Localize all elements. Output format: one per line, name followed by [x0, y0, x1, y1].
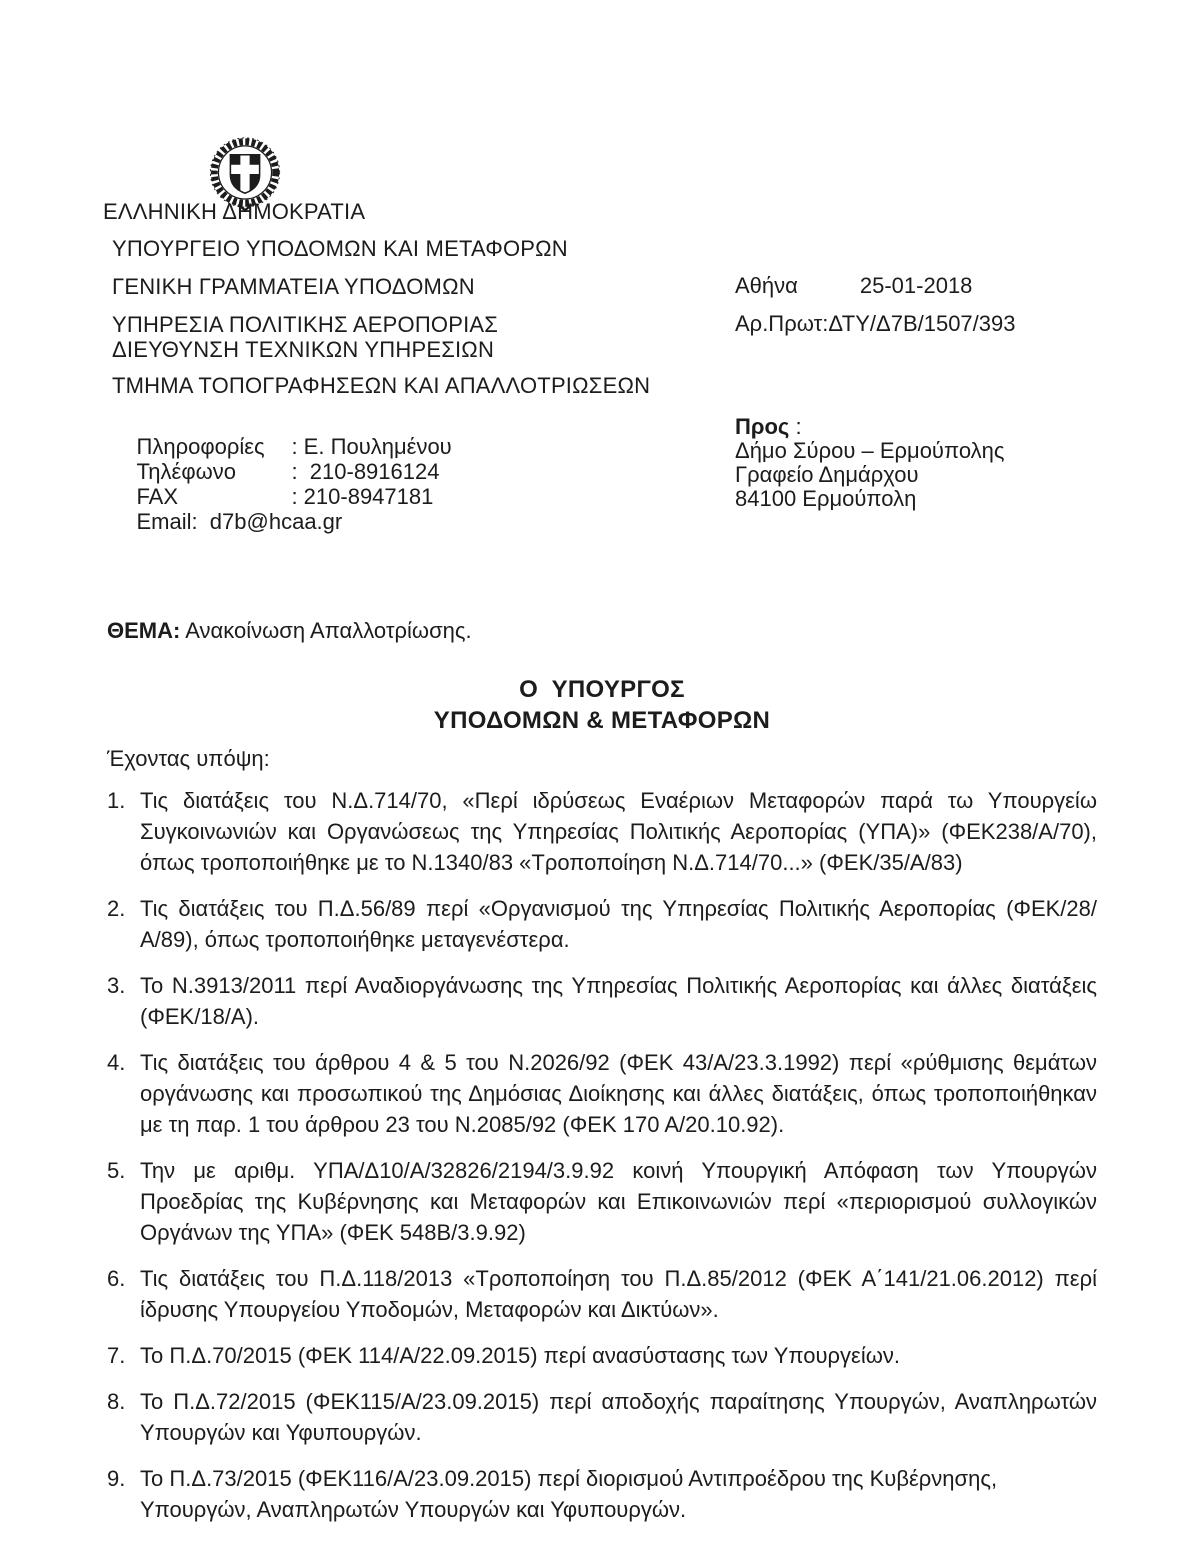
recipient-to-colon: :: [789, 414, 802, 439]
hellenic-republic-line: ΕΛΛΗΝΙΚΗ ΔΗΜΟΚΡΑΤΙΑ: [103, 199, 366, 224]
date-row: [735, 273, 972, 299]
recipient-line-2: Γραφείο Δημάρχου: [735, 462, 919, 487]
list-item-number: 7.: [107, 1343, 126, 1368]
list-item-text: Τις διατάξεις του Π.Δ.56/89 περί «Οργανισμού της Υπηρεσίας Πολιτικής Αεροπορίας (ΦΕΚ/28/Α/89), όπως τροποποιήθηκε μεταγενέστερα.: [140, 896, 1097, 952]
list-item-text: Το Π.Δ.70/2015 (ΦΕΚ 114/Α/22.09.2015) περί ανασύστασης των Υπουργείων.: [140, 1343, 900, 1368]
list-item-text: Τις διατάξεις του άρθρου 4 & 5 του Ν.2026/92 (ΦΕΚ 43/Α/23.3.1992) περί «ρύθμισης θεμάτων οργάνωσης και προσωπικού της Δημόσιας Διοίκησης και άλλες διατάξεις, όπως τροποποιήθηκαν με τη παρ. 1 του άρθρου 23 του Ν.2085/92 (ΦΕΚ 170 Α/20.10.92).: [140, 1050, 1097, 1137]
list-item-number: 1.: [107, 788, 126, 813]
contact-fax-label: FAX: [136, 484, 179, 509]
document-title: [107, 674, 1097, 736]
list-item-text: Το Π.Δ.72/2015 (ΦΕΚ115/Α/23.09.2015) περί αποδοχής παραίτησης Υπουργών, Αναπληρωτών Υπουργών και Υφυπουργών.: [140, 1389, 1097, 1445]
list-item-number: 9.: [107, 1466, 126, 1491]
contact-phone-value: : 210-8916124: [291, 459, 440, 484]
list-item-number: 5.: [107, 1158, 126, 1183]
list-item-number: 4.: [107, 1050, 126, 1075]
list-item-text: Το Π.Δ.73/2015 (ΦΕΚ116/Α/23.09.2015) περί διορισμού Αντιπροέδρου της Κυβέρνησης, Υπουργών, Αναπληρωτών Υπουργών και Υφυπουργών.: [140, 1466, 998, 1522]
protocol-row: Αρ.Πρωτ:ΔΤΥ/Δ7Β/1507/393: [735, 311, 1016, 336]
subject-text: Ανακοίνωση Απαλλοτρίωσης.: [180, 618, 472, 643]
civil-aviation-service-line: ΥΠΗΡΕΣΙΑ ΠΟΛΙΤΙΚΗΣ ΑΕΡΟΠΟΡΙΑΣ: [112, 312, 499, 337]
recipient-to-line: [735, 415, 1004, 439]
document-title-line-1: Ο ΥΠΟΥΡΓΟΣ: [519, 676, 685, 703]
list-item: [107, 1463, 1097, 1525]
list-item: [107, 785, 1097, 878]
list-item-number: 6.: [107, 1266, 126, 1291]
list-item-number: 3.: [107, 973, 126, 998]
city-label: Αθήνα: [735, 273, 798, 298]
ministry-line: ΥΠΟΥΡΓΕΙΟ ΥΠΟΔΟΜΩΝ ΚΑΙ ΜΕΤΑΦΟΡΩΝ: [112, 236, 568, 261]
list-item: [107, 1340, 1097, 1371]
list-item: [107, 1047, 1097, 1140]
recipient-line-3: 84100 Ερμούπολη: [735, 486, 917, 511]
general-secretariat-line: ΓΕΝΙΚΗ ΓΡΑΜΜΑΤΕΙΑ ΥΠΟΔΟΜΩΝ: [112, 274, 475, 299]
list-item-text: Το Ν.3913/2011 περί Αναδιοργάνωσης της Υπηρεσίας Πολιτικής Αεροπορίας και άλλες διατάξεις (ΦΕΚ/18/Α).: [140, 973, 1097, 1029]
date-value: 25-01-2018: [859, 273, 973, 298]
subject-label: ΘΕΜΑ:: [107, 618, 181, 643]
subject-row: [107, 618, 472, 644]
technical-directorate-line: ΔΙΕΥΘΥΝΣΗ ΤΕΧΝΙΚΩΝ ΥΠΗΡΕΣΙΩΝ: [112, 337, 495, 362]
contact-phone-label: Τηλέφωνο: [136, 459, 237, 484]
preamble-line: Έχοντας υπόψη:: [107, 746, 270, 771]
contact-email-label: Email:: [136, 509, 198, 534]
contact-info-value: : Ε. Πουλημένου: [291, 434, 452, 459]
list-item: [107, 1263, 1097, 1325]
recipient-to-label: Προς: [735, 414, 790, 439]
contact-info-label: Πληροφορίες: [136, 434, 265, 459]
legal-considerations-list: [107, 785, 1097, 1540]
recipient-line-1: Δήμο Σύρου – Ερμούπολης: [735, 438, 1005, 463]
list-item-text: Τις διατάξεις του Π.Δ.118/2013 «Τροποποίηση του Π.Δ.85/2012 (ΦΕΚ Α΄141/21.06.2012) περί ίδρυσης Υπουργείου Υποδομών, Μεταφορών και Δικτύων».: [140, 1266, 1097, 1322]
list-item-text: Την με αριθμ. ΥΠΑ/Δ10/Α/32826/2194/3.9.92 κοινή Υπουργική Απόφαση των Υπουργών Προεδρίας της Κυβέρνησης και Μεταφορών και Επικοινωνιών περί «περιορισμού συλλογικών Οργάνων της ΥΠΑ» (ΦΕΚ 548Β/3.9.92): [140, 1158, 1097, 1245]
list-item: [107, 970, 1097, 1032]
document-title-line-2: ΥΠΟΔΟΜΩΝ & ΜΕΤΑΦΟΡΩΝ: [433, 707, 771, 734]
department-line: ΤΜΗΜΑ ΤΟΠΟΓΡΑΦΗΣΕΩΝ ΚΑΙ ΑΠΑΛΛΟΤΡΙΩΣΕΩΝ: [112, 373, 651, 398]
list-item: [107, 1386, 1097, 1448]
contact-email-value: d7b@hcaa.gr: [197, 509, 343, 534]
recipient-block: [735, 415, 1004, 511]
list-item: [107, 1155, 1097, 1248]
contact-email-row: [112, 483, 342, 561]
list-item-number: 8.: [107, 1389, 126, 1414]
list-item: [107, 893, 1097, 955]
contact-fax-value: : 210-8947181: [291, 484, 434, 509]
list-item-number: 2.: [107, 896, 126, 921]
list-item-text: Τις διατάξεις του Ν.Δ.714/70, «Περί ιδρύσεως Εναέριων Μεταφορών παρά τω Υπουργείω Συγκοινωνιών και Οργανώσεως της Υπηρεσίας Πολιτικής Αεροπορίας (ΥΠΑ)» (ΦΕΚ238/Α/70), όπως τροποποιήθηκε με το Ν.1340/83 «Τροποποίηση Ν.Δ.714/70...» (ΦΕΚ/35/Α/83): [140, 788, 1097, 875]
